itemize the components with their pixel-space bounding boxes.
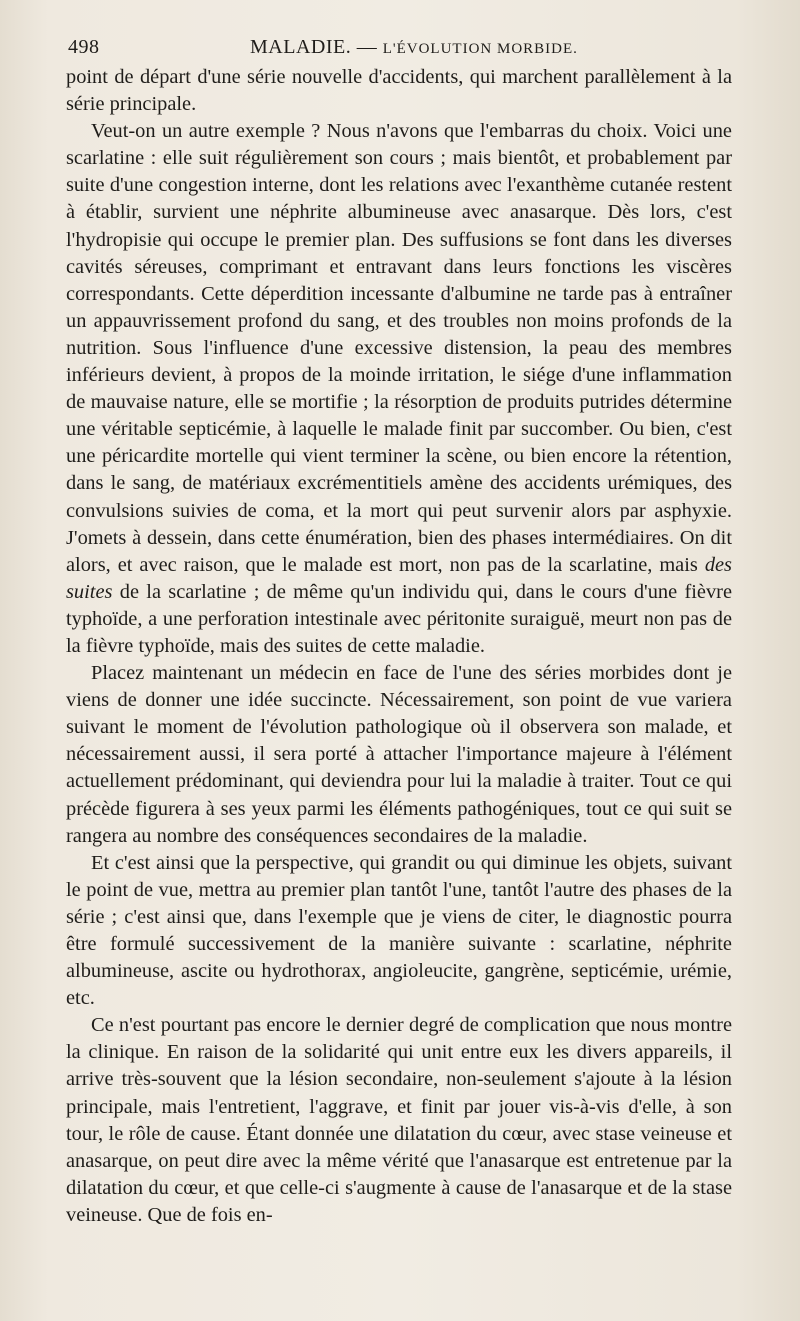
paragraph-2-text: Veut-on un autre exemple ? Nous n'avons que l'embarras du choix. Voici une scarlatine : elle suit régulièrement son cours ; mais bientôt, et probablement par suite d'une congestion interne, dont les relations avec l'exanthème cutanée restent à établir, survient une néphrite albumineuse avec anasarque. Dès lors, c'est l'hydropisie qui occupe le premier plan. Des suffusions se font dans les diverses cavités séreuses, comprimant et entravant dans leurs fonctions les viscères correspondants. Cette déperdition incessante d'albumine ne tarde pas à entraîner un appauvrissement profond du sang, et des troubles non moins profonds de la nutrition. Sous l'influence d'une excessive distension, la peau des membres inférieurs devient, à propos de la moinde irritation, le siége d'une inflammation de mauvaise nature, elle se mortifie ; la résorption de produits putrides détermine une véritable septicémie, à laquelle le malade finit par succomber. Ou bien, c'est une péricardite mortelle qui vient terminer la scène, ou bien encore la rétention, dans le sang, de matériaux excrémentitiels amène des accidents urémiques, des convulsions suivies de coma, et la mort qui peut survenir alors par asphyxie. J'omets à dessein, dans cette énumération, bien des phases intermédiaires. On dit alors, et avec raison, que le malade est mort, non pas de la scarlatine, mais	[66, 120, 732, 576]
paragraph-3: Placez maintenant un médecin en face de l'une des séries morbides dont je viens de donner une idée succincte. Nécessairement, son point de vue variera suivant le moment de l'évolution pathologique où il observera son malade, et nécessairement aussi, il sera porté à attacher l'importance majeure à l'élément actuellement prédominant, qui deviendra pour lui la maladie à traiter. Tout ce qui précède figurera à ses yeux parmi les éléments pathogéniques, tout ce qui suit se rangera au nombre des conséquences secondaires de la maladie.	[66, 662, 732, 847]
running-head	[250, 36, 578, 59]
paragraph-1: point de départ d'une série nouvelle d'accidents, qui marchent parallèlement à la série principale.	[66, 66, 732, 116]
running-subtitle: L'ÉVOLUTION MORBIDE.	[382, 41, 578, 57]
page-header	[68, 30, 738, 62]
paragraph-4: Et c'est ainsi que la perspective, qui grandit ou qui diminue les objets, suivant le point de vue, mettra au premier plan tantôt l'une, tantôt l'autre des phases de la série ; c'est ainsi que, dans l'exemple que je viens de citer, le diagnostic pourra être formulé successivement de la manière suivante : scarlatine, néphrite albumineuse, ascite ou hydrothorax, angioleucite, gangrène, septicémie, urémie, etc.	[66, 851, 732, 1010]
paragraph-5: Ce n'est pourtant pas encore le dernier degré de complication que nous montre la clinique. En raison de la solidarité qui unit entre eux les divers appareils, il arrive très-souvent que la lésion secondaire, non-seulement s'ajoute à la lésion principale, mais l'entretient, l'aggrave, et finit par jouer vis-à-vis d'elle, à son tour, le rôle de cause. Étant donnée une dilatation du cœur, avec stase veineuse et anasarque, on peut dire avec la même vérité que l'anasarque est entretenue par la dilatation du cœur, et que celle-ci s'augmente à cause de l'anasarque et de la stase veineuse. Que de fois en-	[66, 1014, 732, 1226]
page-number: 498	[68, 36, 100, 58]
paragraph-2-text-after: de la scarlatine ; de même qu'un individu qui, dans le cours d'une fièvre typhoïde, a une perforation intestinale avec péritonite suraiguë, meurt non pas de la fièvre typhoïde, mais des suites de cette maladie.	[66, 580, 732, 657]
running-title: MALADIE.	[250, 36, 352, 58]
running-separator: —	[356, 36, 378, 58]
body-text	[66, 64, 732, 1229]
paragraph-2	[66, 118, 732, 660]
paragraph-2-emphasis: des suites	[66, 553, 732, 603]
